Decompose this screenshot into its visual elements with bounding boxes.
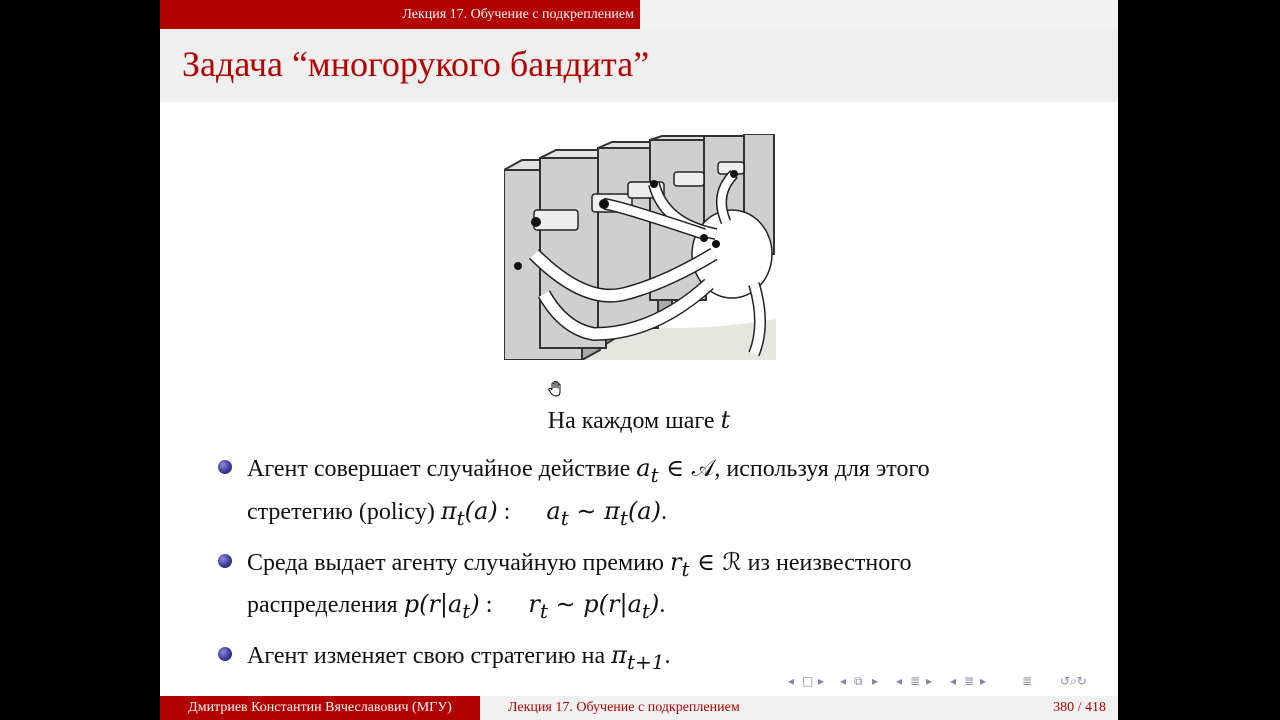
arrow-right-icon[interactable]: ▸ — [926, 674, 933, 688]
bullet-item: Агент изменяет свою стратегию на $\pi_{t+1}$. — [216, 637, 1076, 680]
arrow-right-icon[interactable]: ▸ — [872, 674, 879, 688]
arrow-left-icon[interactable]: ◂ — [840, 674, 847, 688]
top-header-bar — [160, 0, 1118, 29]
arrow-left-icon[interactable]: ◂ — [950, 674, 957, 688]
subheading-var: t — [720, 406, 731, 434]
arrow-right-icon[interactable]: ▸ — [818, 674, 825, 688]
bullet-icon — [218, 554, 232, 568]
bullet-item: Агент совершает случайное действие $a_t$ ∈ 𝒜, используя для этого стретегию (policy) $\pi_t(a)$ : $a_t$ ∼ $\pi_t(a)$. — [216, 450, 1076, 536]
frame-icon[interactable]: □ — [802, 674, 814, 688]
subsection-icon[interactable]: ⧉ — [854, 674, 863, 688]
arrow-left-icon[interactable]: ◂ — [896, 674, 903, 688]
footer-bar — [160, 696, 1118, 720]
bullet-list — [216, 450, 1076, 688]
subheading: На каждом шаге t — [547, 406, 731, 434]
section-icon[interactable]: ≣ — [964, 674, 975, 688]
header-lecture-title[interactable]: Лекция 17. Обучение с подкреплением — [160, 0, 640, 29]
footer-right-panel — [480, 696, 1118, 720]
search-icon[interactable]: ↺⌕↻ — [1060, 674, 1087, 688]
slide — [160, 0, 1118, 720]
hand-cursor-icon — [546, 380, 566, 400]
bullet-item: Среда выдает агенту случайную премию $r_t$ ∈ ℛ из неизвестного распределения $p(r|a_t)$ : $r_t$ ∼ $p(r|a_t)$. — [216, 544, 1076, 630]
footer-author: Дмитриев Константин Вячеславович (МГУ) — [160, 696, 480, 720]
section-icon[interactable]: ≣ — [910, 674, 921, 688]
title-bar — [160, 29, 1118, 102]
bullet-icon — [218, 460, 232, 474]
page-number: 380 / 418 — [1053, 700, 1106, 715]
footer-lecture: Лекция 17. Обучение с подкреплением — [508, 700, 740, 715]
beamer-navigation — [788, 674, 1108, 692]
slide-title: Задача “многорукого бандита” — [182, 44, 650, 84]
arrow-left-icon[interactable]: ◂ — [788, 674, 795, 688]
header-right-panel — [640, 0, 1118, 29]
octopus-slot-machines-illustration — [504, 134, 776, 360]
arrow-right-icon[interactable]: ▸ — [980, 674, 987, 688]
align-icon[interactable]: ≣ — [1022, 674, 1033, 688]
bullet-icon — [218, 647, 232, 661]
